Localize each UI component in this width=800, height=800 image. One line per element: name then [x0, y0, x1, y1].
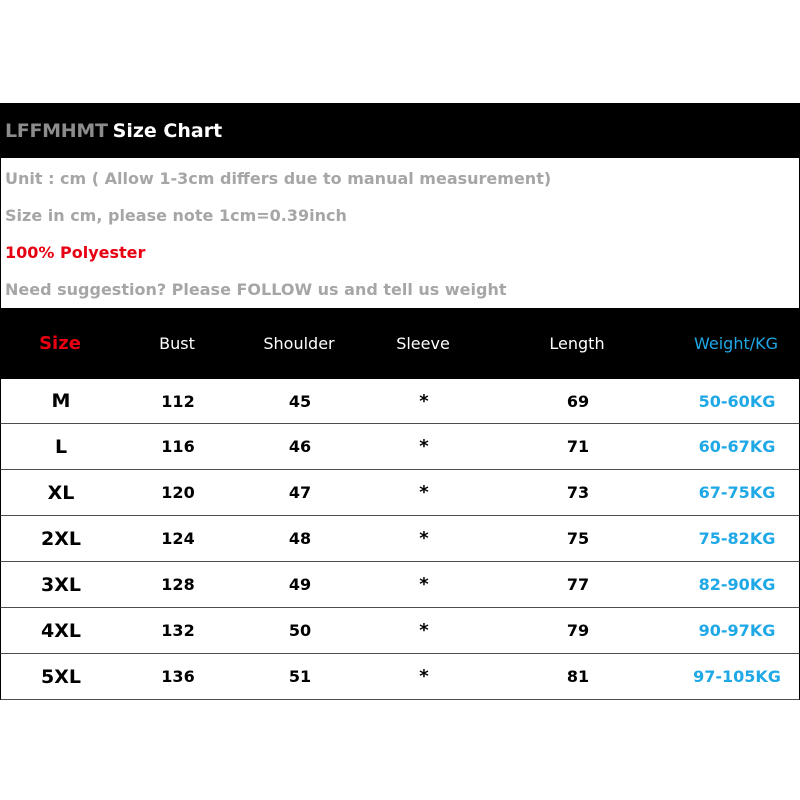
cell-length: 73 — [566, 483, 590, 502]
suggestion-note: Need suggestion? Please FOLLOW us and tell us weight — [5, 280, 507, 299]
cell-weight: 90-97KG — [698, 621, 776, 640]
cell-size: 4XL — [41, 619, 81, 642]
cell-length: 81 — [566, 667, 590, 686]
cell-sleeve: * — [419, 482, 429, 503]
cell-sleeve: * — [419, 436, 429, 457]
cell-shoulder: 47 — [288, 483, 312, 502]
table-row — [0, 654, 800, 700]
cell-shoulder: 50 — [288, 621, 312, 640]
cell-size: 5XL — [41, 665, 81, 688]
cell-length: 71 — [566, 437, 590, 456]
header-size: Size — [39, 332, 81, 354]
cell-size: 3XL — [41, 573, 81, 596]
material-note: 100% Polyester — [5, 243, 146, 262]
cell-sleeve: * — [419, 574, 429, 595]
table-header — [0, 308, 800, 378]
cell-weight: 50-60KG — [698, 391, 776, 411]
cell-bust: 112 — [161, 391, 195, 411]
cell-weight: 67-75KG — [698, 483, 776, 502]
cell-bust: 120 — [161, 483, 195, 502]
cell-bust: 128 — [161, 575, 195, 594]
cell-shoulder: 45 — [288, 391, 312, 411]
cell-shoulder: 48 — [288, 529, 312, 548]
cell-sleeve: * — [419, 666, 429, 687]
brand-name: LFFMHMT — [5, 119, 108, 142]
chart-title: Size Chart — [112, 119, 223, 142]
table-row — [0, 424, 800, 470]
conversion-note: Size in cm, please note 1cm=0.39inch — [5, 206, 347, 225]
table-row — [0, 378, 800, 424]
cell-size: XL — [47, 481, 75, 504]
size-chart — [0, 103, 800, 700]
cell-weight: 82-90KG — [698, 575, 776, 594]
cell-sleeve: * — [419, 528, 429, 549]
cell-length: 69 — [566, 391, 590, 411]
cell-sleeve: * — [419, 390, 429, 412]
cell-size: 2XL — [41, 527, 81, 550]
cell-bust: 132 — [161, 621, 195, 640]
cell-bust: 124 — [161, 529, 195, 548]
cell-length: 77 — [566, 575, 590, 594]
cell-shoulder: 46 — [288, 437, 312, 456]
cell-shoulder: 49 — [288, 575, 312, 594]
table-row — [0, 470, 800, 516]
table-row — [0, 516, 800, 562]
header-sleeve: Sleeve — [396, 333, 450, 353]
title-bar — [0, 103, 800, 158]
header-weight: Weight/KG — [693, 333, 779, 353]
unit-note: Unit : cm ( Allow 1-3cm differs due to manual measurement) — [5, 169, 552, 188]
cell-bust: 136 — [161, 667, 195, 686]
cell-weight: 97-105KG — [693, 667, 781, 686]
table-row — [0, 608, 800, 654]
cell-weight: 75-82KG — [698, 529, 776, 548]
table-body — [0, 378, 800, 700]
notes-section — [0, 158, 800, 308]
cell-length: 75 — [566, 529, 590, 548]
table-row — [0, 562, 800, 608]
cell-size: M — [51, 390, 71, 412]
cell-sleeve: * — [419, 620, 429, 641]
header-shoulder: Shoulder — [263, 333, 335, 353]
cell-length: 79 — [566, 621, 590, 640]
cell-shoulder: 51 — [288, 667, 312, 686]
cell-bust: 116 — [161, 437, 195, 456]
cell-weight: 60-67KG — [698, 437, 776, 456]
cell-size: L — [54, 435, 68, 458]
header-bust: Bust — [159, 333, 195, 353]
header-length: Length — [549, 333, 605, 353]
